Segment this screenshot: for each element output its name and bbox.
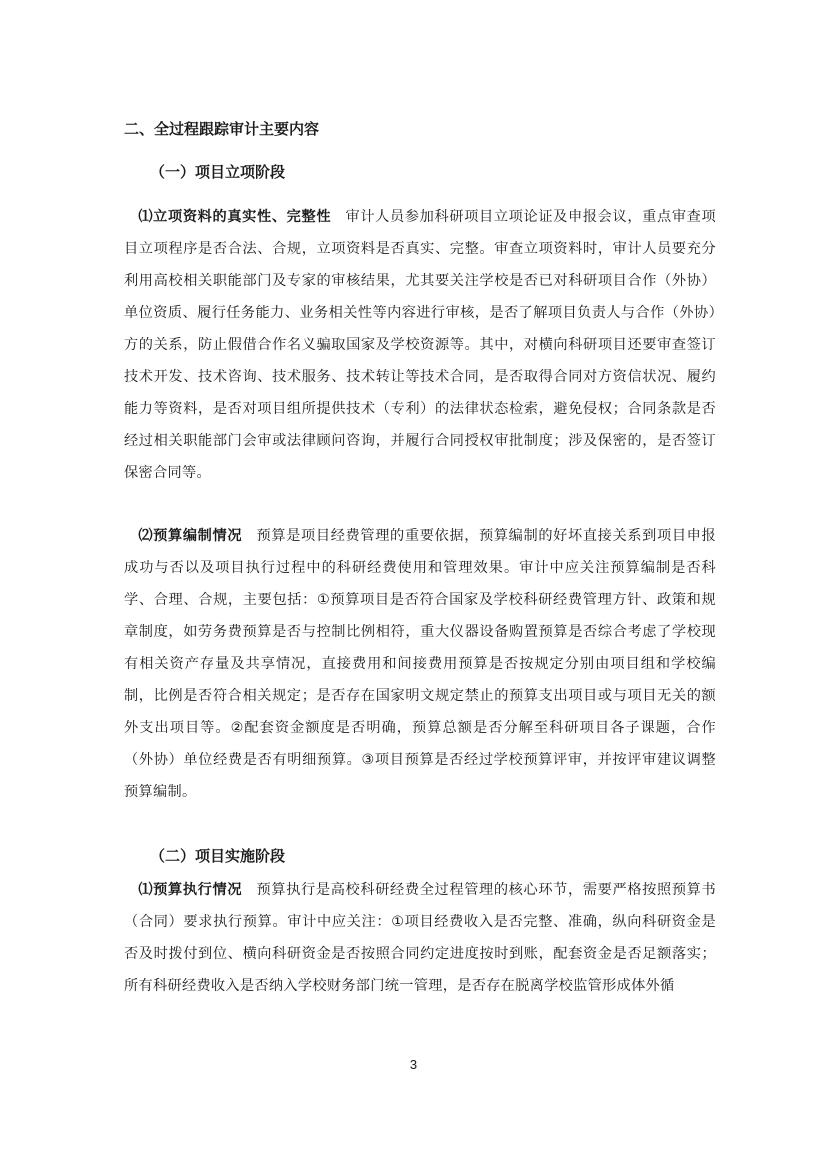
subsection-title-project-initiation: （一）项目立项阶段 [150, 163, 286, 181]
paragraph-lead: ⑵预算编制情况 [138, 528, 243, 544]
paragraph-body: 审计人员参加科研项目立项论证及申报会议，重点审查项目立项程序是否合法、合规，立项资料是否真实、完整。审查立项资料时，审计人员要充分利用高校相关职能部门及专家的审核结果，尤其要关注学校是否已对科研项目合作（外协）单位资质、履行任务能力、业务相关性等内容进行审核，是否了解项目负责人与合作（外协）方的关系，防止假借合作名义骗取国家及学校资源等。其中，对横向科研项目还要审查签订技术开发、技术咨询、技术服务、技术转让等技术合同，是否取得合同对方资信状况、履约能力等资料，是否对项目组所提供技术（专利）的法律状态检索，避免侵权；合同条款是否经过相关职能部门会审或法律顾问咨询，并履行合同授权审批制度；涉及保密的，是否签订保密合同等。 [124, 209, 716, 481]
paragraph-body: 预算执行是高校科研经费全过程管理的核心环节，需要严格按照预算书（合同）要求执行预算。审计中应关注：①项目经费收入是否完整、准确，纵向科研资金是否及时拨付到位、横向科研资金是否按照合同约定进度按时到账，配套资金是否足额落实；所有科研经费收入是否纳入学校财务部门统一管理，是否存在脱离学校监管形成体外循 [124, 882, 716, 994]
paragraph-budget-preparation [124, 520, 716, 808]
section-title: 二、全过程跟踪审计主要内容 [124, 120, 320, 138]
subsection-title-project-implementation: （二）项目实施阶段 [150, 847, 286, 865]
page-number: 3 [409, 1057, 418, 1072]
paragraph-budget-execution [124, 874, 716, 1002]
paragraph-body: 预算是项目经费管理的重要依据，预算编制的好坏直接关系到项目申报成功与否以及项目执行过程中的科研经费使用和管理效果。审计中应关注预算编制是否科学、合理、合规，主要包括：①预算项目是否符合国家及学校科研经费管理方针、政策和规章制度，如劳务费预算是否与控制比例相符，重大仪器设备购置预算是否综合考虑了学校现有相关资产存量及共享情况，直接费用和间接费用预算是否按规定分别由项目组和学校编制，比例是否符合相关规定；是否存在国家明文规定禁止的预算支出项目或与项目无关的额外支出项目等。②配套资金额度是否明确，预算总额是否分解至科研项目各子课题，合作（外协）单位经费是否有明细预算。③项目预算是否经过学校预算评审，并按评审建议调整预算编制。 [124, 528, 716, 800]
paragraph-initiation-materials [124, 201, 716, 489]
paragraph-lead: ⑴预算执行情况 [138, 882, 243, 898]
paragraph-lead: ⑴立项资料的真实性、完整性 [138, 209, 332, 225]
